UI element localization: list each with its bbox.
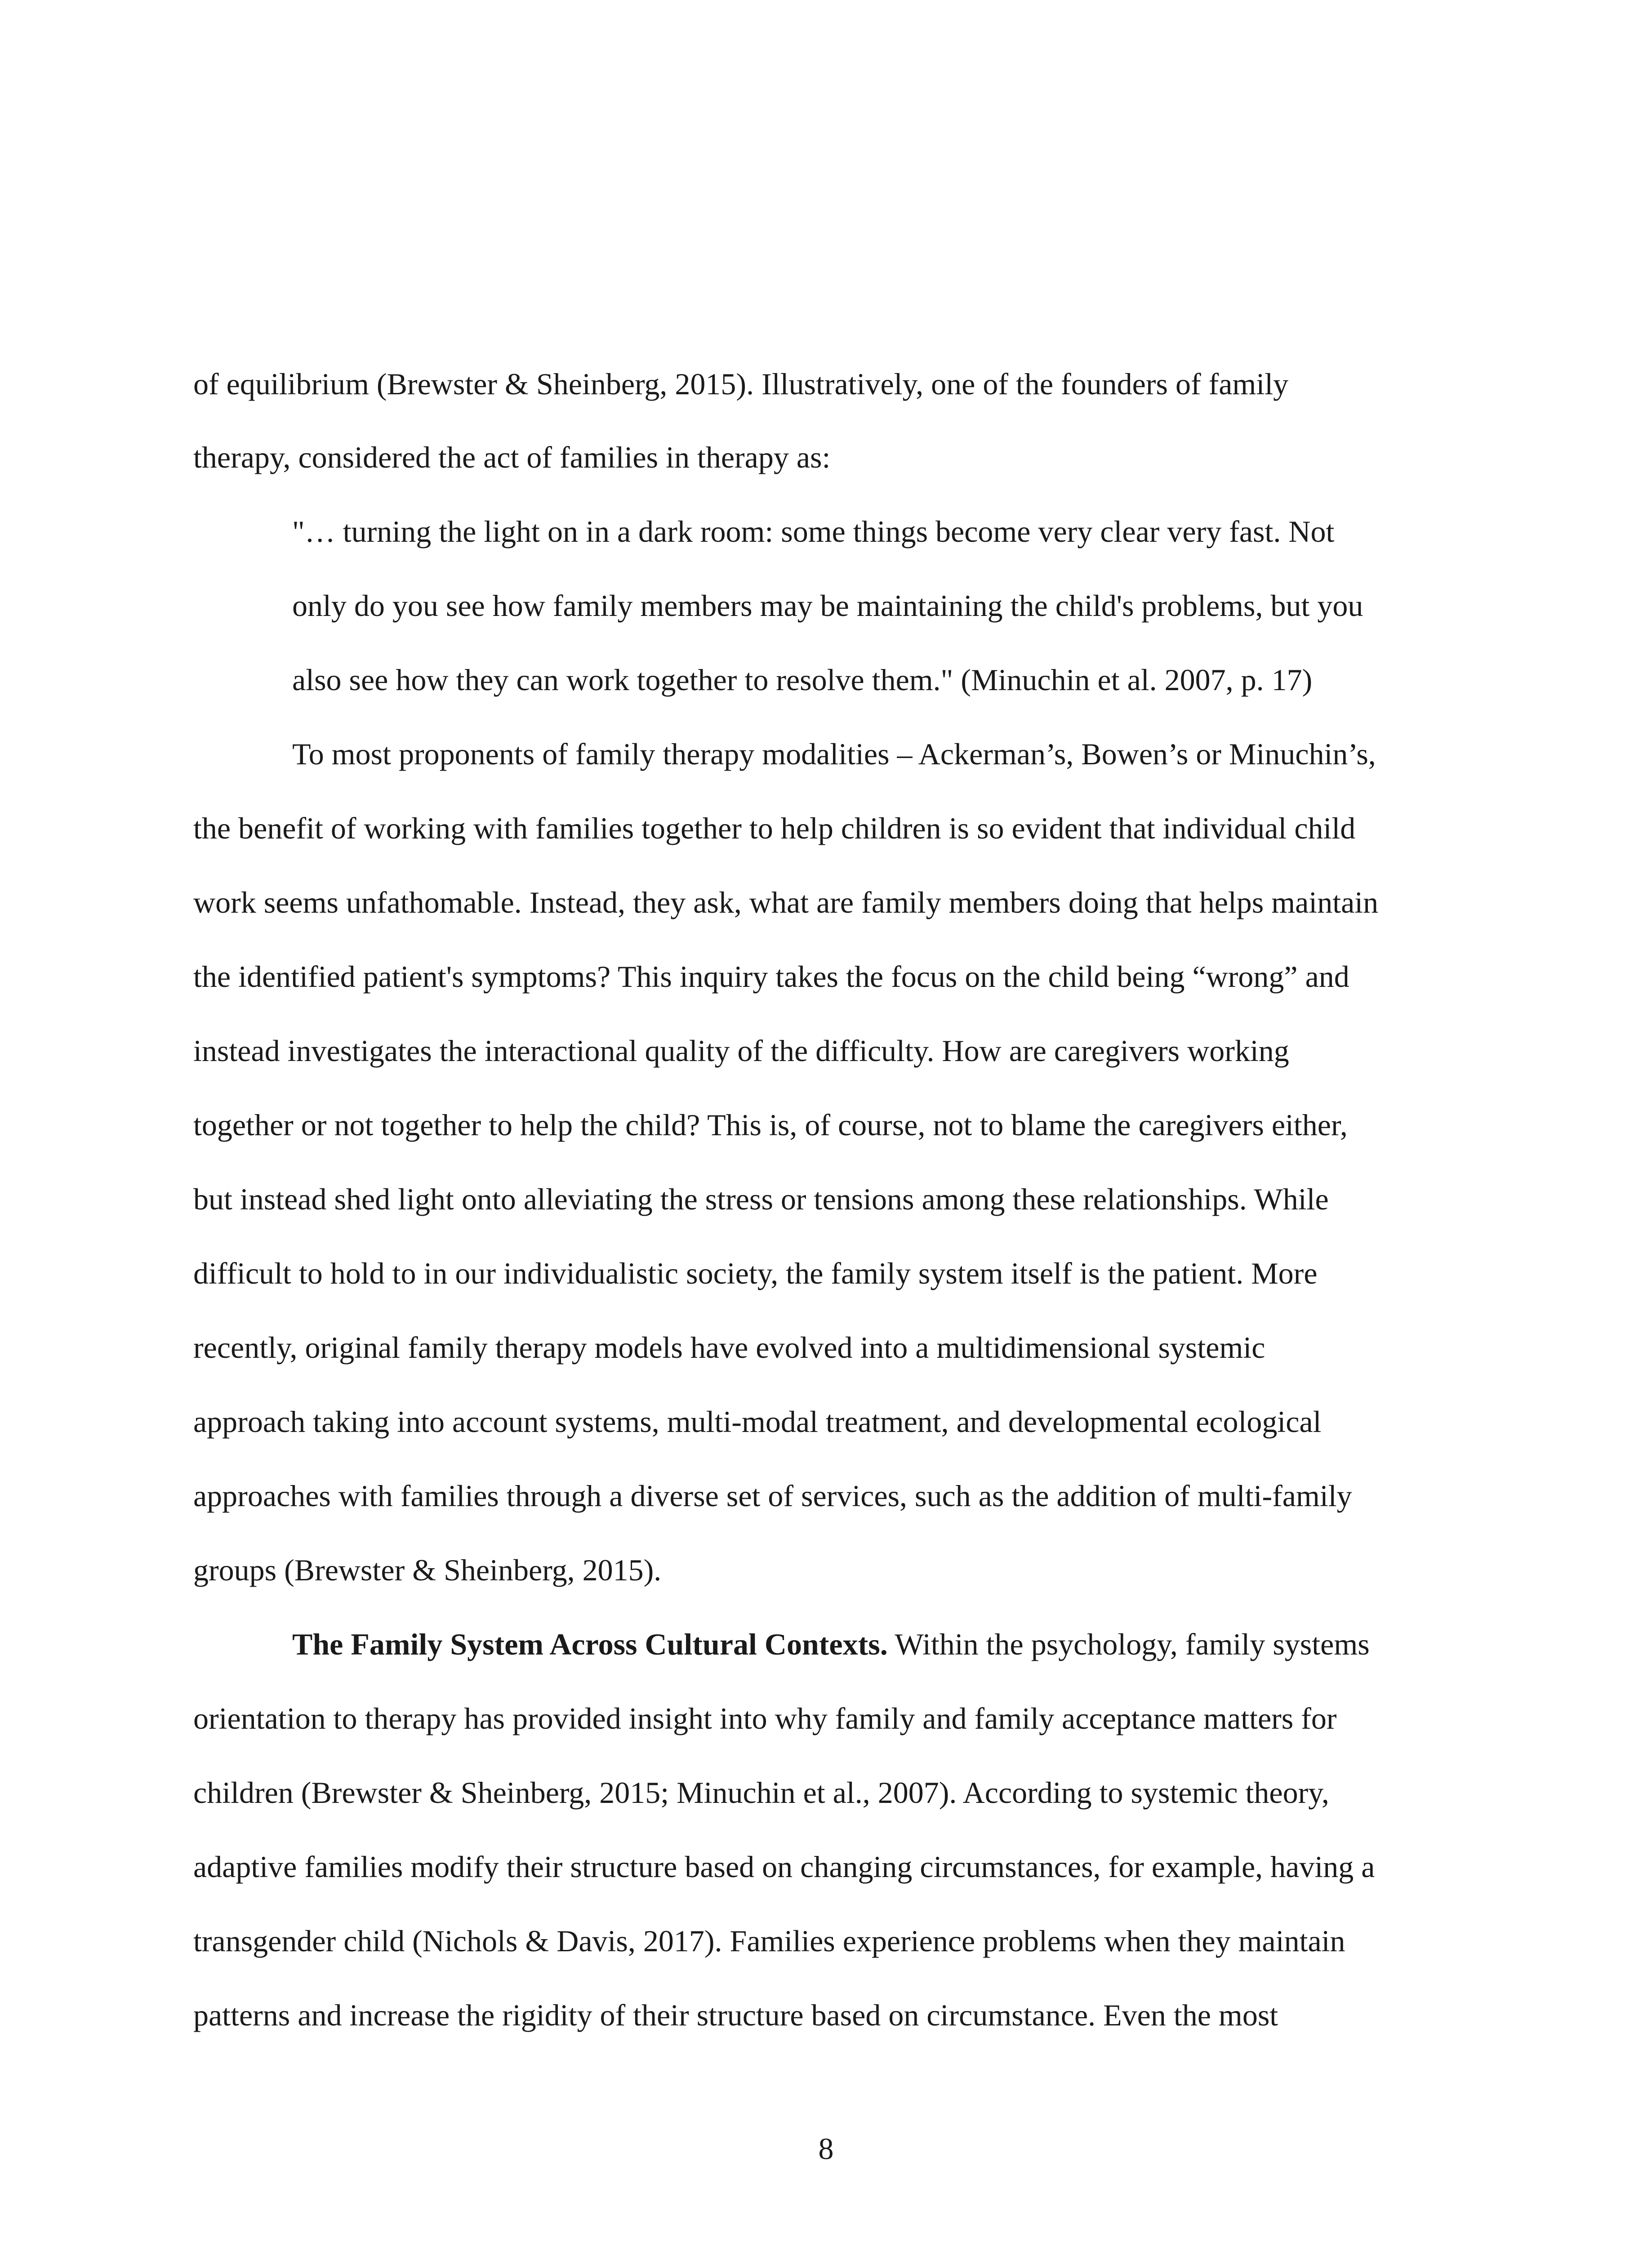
body-line: but instead shed light onto alleviating the stress or tensions among these relationships. While [193, 1182, 1329, 1216]
section-heading: The Family System Across Cultural Contexts. [292, 1627, 888, 1661]
body-line: work seems unfathomable. Instead, they ask, what are family members doing that helps maintain [193, 885, 1379, 919]
body-line: the benefit of working with families together to help children is so evident that individual child [193, 811, 1356, 845]
body-line: the identified patient's symptoms? This inquiry takes the focus on the child being “wrong” and [193, 959, 1349, 994]
body-line: approach taking into account systems, multi-modal treatment, and developmental ecological [193, 1405, 1322, 1439]
body-line: recently, original family therapy models have evolved into a multidimensional systemic [193, 1330, 1265, 1365]
body-line: adaptive families modify their structure based on changing circumstances, for example, having a [193, 1850, 1375, 1884]
section-heading-continuation: Within the psychology, family systems [887, 1627, 1370, 1661]
body-line: approaches with families through a diverse set of services, such as the addition of multi-family [193, 1479, 1352, 1513]
block-quote-line: only do you see how family members may be maintaining the child's problems, but you [292, 589, 1363, 623]
body-line: of equilibrium (Brewster & Sheinberg, 2015). Illustratively, one of the founders of family [193, 367, 1289, 401]
body-line: groups (Brewster & Sheinberg, 2015). [193, 1553, 662, 1587]
body-line: therapy, considered the act of families in therapy as: [193, 440, 831, 474]
block-quote-line: "… turning the light on in a dark room: some things become very clear very fast. Not [292, 514, 1335, 549]
section-heading-line [292, 1629, 1370, 1659]
body-line: children (Brewster & Sheinberg, 2015; Minuchin et al., 2007). According to systemic theory, [193, 1775, 1329, 1810]
body-line: transgender child (Nichols & Davis, 2017). Families experience problems when they maintain [193, 1924, 1345, 1958]
body-line: together or not together to help the child? This is, of course, not to blame the caregivers either, [193, 1108, 1348, 1142]
body-line: orientation to therapy has provided insight into why family and family acceptance matters for [193, 1701, 1337, 1735]
body-line: To most proponents of family therapy modalities – Ackerman’s, Bowen’s or Minuchin’s, [292, 737, 1376, 771]
block-quote-line: also see how they can work together to resolve them." (Minuchin et al. 2007, p. 17) [292, 663, 1313, 697]
body-line: difficult to hold to in our individualistic society, the family system itself is the patient. More [193, 1256, 1318, 1290]
page-number: 8 [818, 2132, 834, 2166]
body-line: instead investigates the interactional quality of the difficulty. How are caregivers working [193, 1034, 1289, 1068]
body-line: patterns and increase the rigidity of their structure based on circumstance. Even the most [193, 1998, 1278, 2032]
